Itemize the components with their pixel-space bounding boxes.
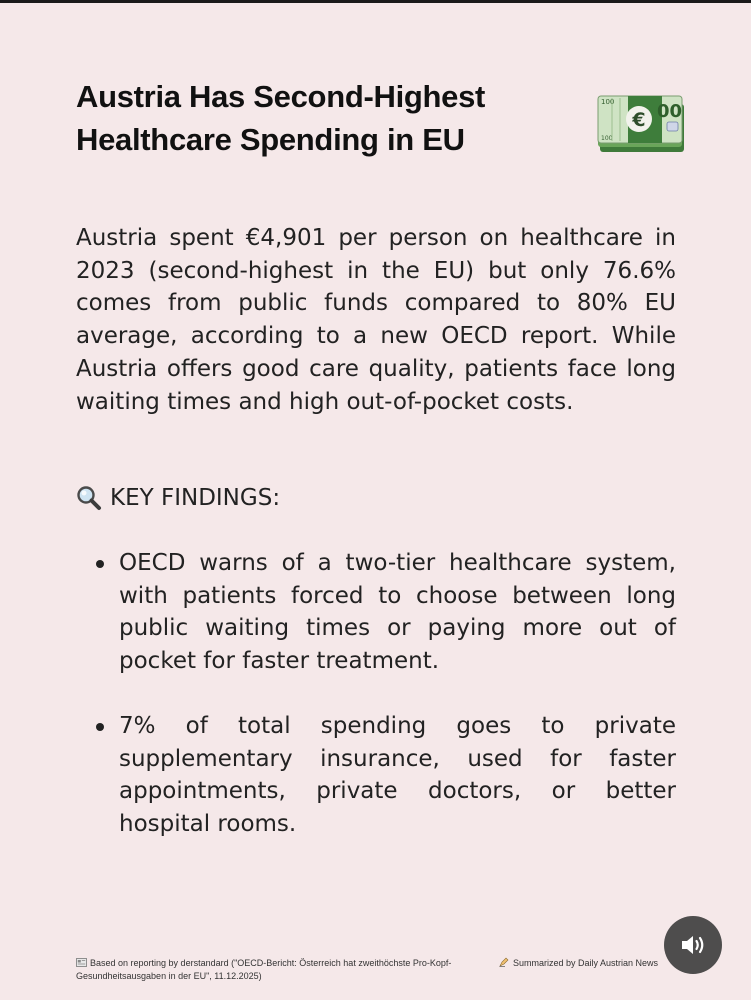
footer-summary (499, 957, 658, 970)
finding-text: 7% of total spending goes to private supplementary insurance, used for faster appointments, private doctors, or better hospital rooms. (119, 712, 676, 837)
footer-source (76, 957, 476, 983)
speaker-icon (679, 933, 707, 957)
sound-toggle-button[interactable] (664, 916, 722, 974)
key-findings-heading (76, 482, 280, 514)
magnifying-glass-icon (76, 485, 102, 511)
intro-paragraph: Austria spent €4,901 per person on healthcare in 2023 (second-highest in the EU) but only 76.6% comes from public funds compared to 80% EU average, according to a new OECD report. While Austria offers good care quality, patients face long waiting times and high out-of-pocket costs. (76, 225, 676, 415)
newspaper-icon (76, 958, 87, 967)
svg-text:100: 100 (601, 98, 615, 106)
footer-summary-text: Summarized by Daily Austrian News (513, 958, 659, 968)
writing-hand-icon (499, 957, 510, 967)
svg-text:€: € (632, 109, 646, 131)
page-title: Austria Has Second-Highest Healthcare Spending in EU (76, 79, 486, 157)
euro-banknote-icon (596, 94, 688, 156)
top-border (0, 0, 751, 3)
bullet-icon (96, 723, 104, 731)
findings-list (92, 547, 676, 841)
list-item (92, 710, 676, 841)
finding-text: OECD warns of a two-tier healthcare system, with patients forced to choose between long public waiting times or paying more out of pocket for faster treatment. (119, 550, 676, 675)
list-item (92, 547, 676, 678)
svg-text:100: 100 (601, 135, 613, 142)
key-findings-label: KEY FINDINGS: (110, 485, 281, 511)
bullet-icon (96, 560, 104, 568)
svg-text:00: 00 (656, 101, 682, 122)
footer-source-text: Based on reporting by derstandard ("OECD-Bericht: Österreich hat zweithöchste Pro-Kopf-Gesundheitsausgaben in der EU", 11.12.2025) (76, 958, 452, 981)
